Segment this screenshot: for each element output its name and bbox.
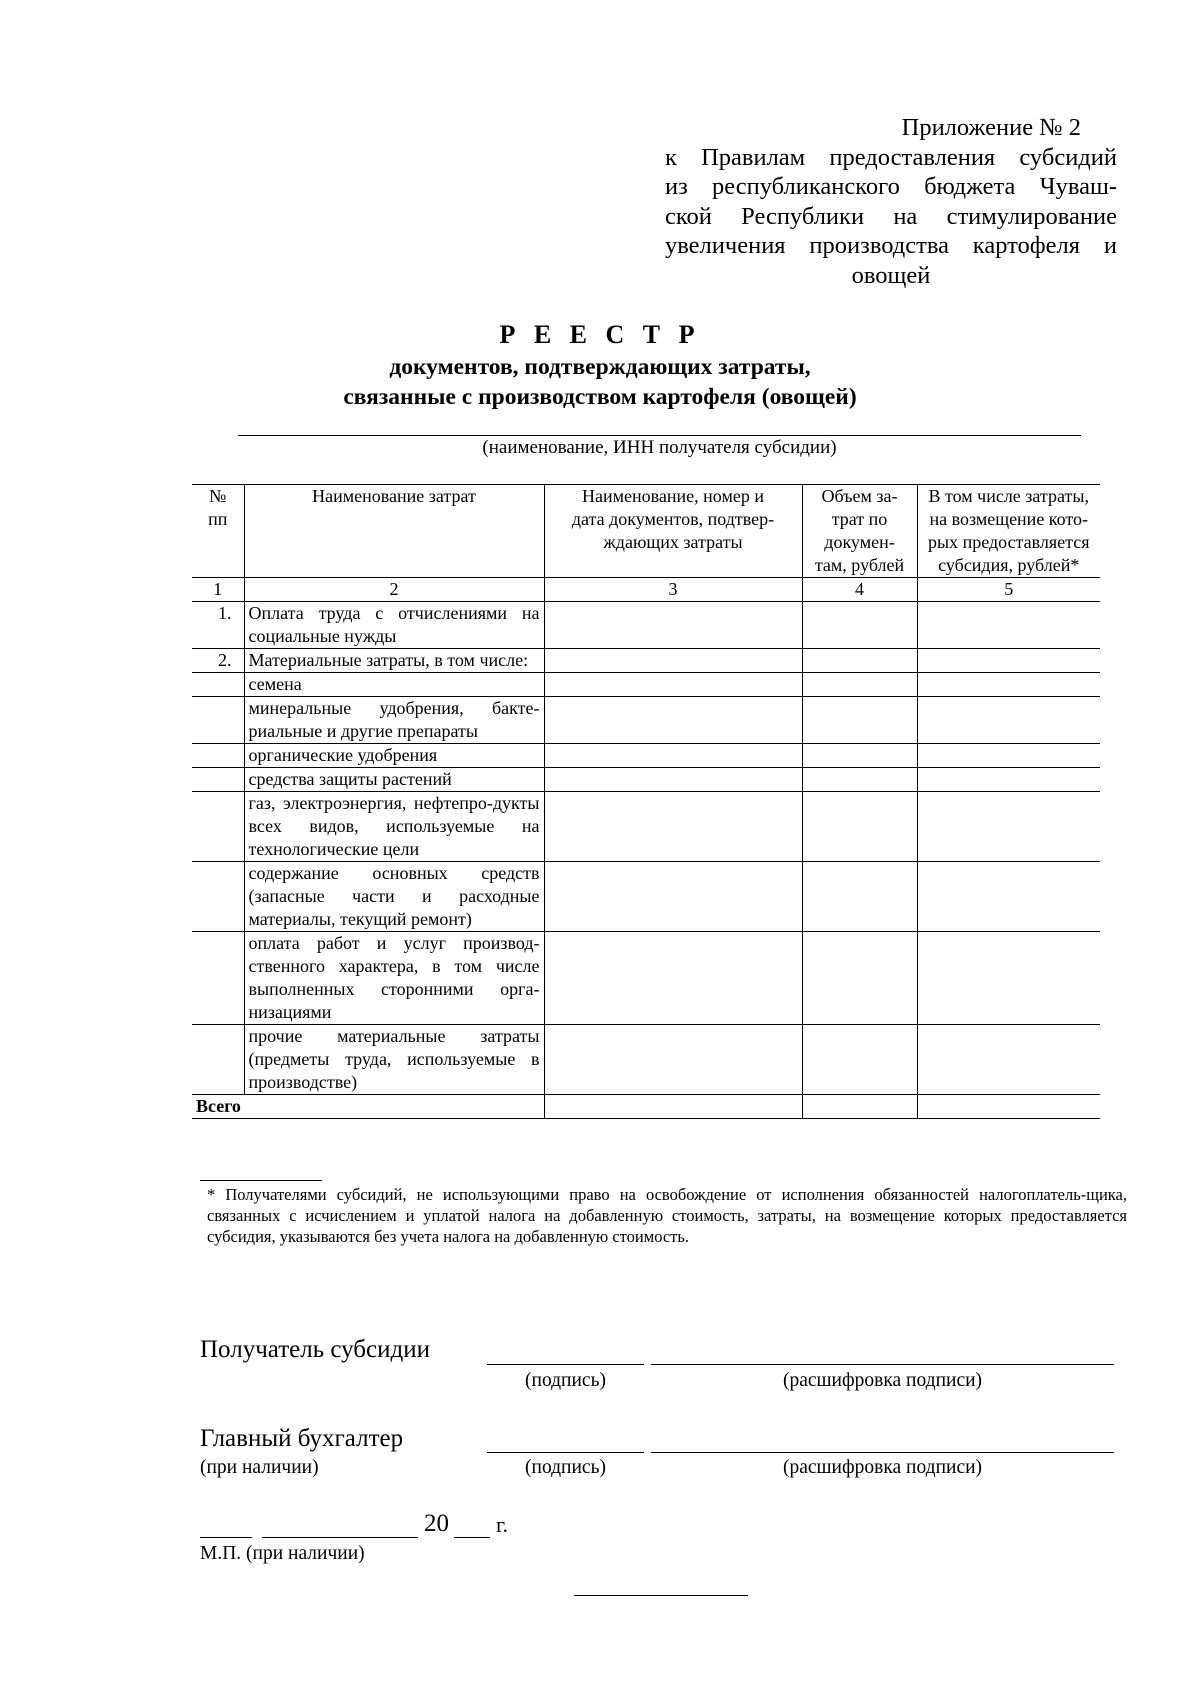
decoding-caption: (расшифровка подписи) <box>782 1370 983 1391</box>
cell-volume[interactable] <box>802 932 917 1025</box>
column-numbers-row <box>192 578 1100 602</box>
row-number: 1. <box>192 602 244 649</box>
appendix-line: из республиканского бюджета Чуваш- <box>665 173 1117 200</box>
appendix-line: овощей <box>851 261 931 289</box>
cell-volume[interactable] <box>802 768 917 792</box>
row-cost-name: содержание основных средств (запасные части и расходные материалы, текущий ремонт) <box>244 862 544 932</box>
cell-volume[interactable] <box>802 673 917 697</box>
bottom-rule <box>574 1595 748 1596</box>
row-cost-name: прочие материальные затраты (предметы труда, используемые в производстве) <box>244 1025 544 1095</box>
signature-caption: (подпись) <box>525 1457 606 1478</box>
date-day-line[interactable] <box>200 1537 252 1538</box>
header-text: докумен- <box>824 532 895 552</box>
table-row <box>192 697 1100 744</box>
header-text: трат по <box>831 509 888 529</box>
appendix-line: к Правилам предоставления субсидий <box>665 143 1117 171</box>
table-row <box>192 673 1100 697</box>
date-year-line[interactable] <box>454 1537 490 1538</box>
cell-subsidy[interactable] <box>917 673 1100 697</box>
recipient-signature-label: Получатель субсидии <box>200 1336 430 1363</box>
cell-documents[interactable] <box>544 744 802 768</box>
cell-documents[interactable] <box>544 1095 802 1119</box>
table-row <box>192 602 1100 649</box>
cell-volume[interactable] <box>802 792 917 862</box>
cell-documents[interactable] <box>544 932 802 1025</box>
header-text: субсидия, рублей* <box>938 555 1080 575</box>
column-number: 5 <box>917 578 1100 602</box>
title-subtitle: документов, подтверждающих затраты, <box>389 354 811 380</box>
appendix-line: увеличения производства картофеля и <box>665 232 1117 259</box>
header-cell-cost-name <box>244 485 544 578</box>
table-row <box>192 1025 1100 1095</box>
table-row <box>192 768 1100 792</box>
stamp-note: М.П. (при наличии) <box>200 1543 365 1564</box>
accountant-signature-line[interactable] <box>487 1452 644 1453</box>
row-cost-name: средства защиты растений <box>244 768 544 792</box>
row-cost-name: оплата работ и услуг производ-ственного характера, в том числе выполненных сторонними орга-низациями <box>244 932 544 1025</box>
cell-documents[interactable] <box>544 792 802 862</box>
table-row <box>192 649 1100 673</box>
header-cell-number <box>192 485 244 578</box>
row-number <box>192 862 244 932</box>
document-title <box>0 318 1200 412</box>
row-cost-name: Оплата труда с отчислениями на социальные нужды <box>244 602 544 649</box>
cell-volume[interactable] <box>802 1095 917 1119</box>
column-number: 1 <box>192 578 244 602</box>
title-main: Р Е Е С Т Р <box>499 320 701 349</box>
cell-subsidy[interactable] <box>917 649 1100 673</box>
row-number <box>192 697 244 744</box>
header-text: рых предоставляется <box>927 532 1090 552</box>
signature-caption: (подпись) <box>525 1370 606 1391</box>
date-month-line[interactable] <box>262 1537 418 1538</box>
cell-volume[interactable] <box>802 697 917 744</box>
cell-volume[interactable] <box>802 649 917 673</box>
table-row <box>192 862 1100 932</box>
date-suffix: г. <box>496 1512 509 1537</box>
appendix-line: ской Республики на стимулирование <box>665 202 1117 230</box>
header-cell-subsidy <box>917 485 1100 578</box>
cell-documents[interactable] <box>544 602 802 649</box>
header-text: ждающих затраты <box>603 532 743 552</box>
decoding-caption: (расшифровка подписи) <box>782 1457 983 1478</box>
accountant-decoding-line[interactable] <box>651 1452 1114 1453</box>
row-number: 2. <box>192 649 244 673</box>
row-number <box>192 792 244 862</box>
recipient-name-line[interactable] <box>238 435 1081 436</box>
cell-volume[interactable] <box>802 602 917 649</box>
header-text: дата документов, подтвер- <box>571 509 775 529</box>
header-text: на возмещение кото- <box>929 509 1089 529</box>
recipient-caption: (наименование, ИНН получателя субсидии) <box>482 437 837 458</box>
cell-volume[interactable] <box>802 1025 917 1095</box>
row-number <box>192 932 244 1025</box>
header-cell-documents <box>544 485 802 578</box>
header-cell-volume <box>802 485 917 578</box>
cell-subsidy[interactable] <box>917 744 1100 768</box>
cell-documents[interactable] <box>544 649 802 673</box>
cell-subsidy[interactable] <box>917 862 1100 932</box>
row-cost-name: семена <box>244 673 544 697</box>
row-cost-name: Материальные затраты, в том числе: <box>244 649 544 673</box>
header-text: Объем за- <box>821 486 898 506</box>
total-row <box>192 1095 1100 1119</box>
header-text: Наименование, номер и <box>582 486 764 506</box>
accountant-note: (при наличии) <box>200 1457 319 1478</box>
cell-subsidy[interactable] <box>917 1095 1100 1119</box>
registry-table <box>192 484 1100 1119</box>
column-number: 3 <box>544 578 802 602</box>
header-text: В том числе затраты, <box>928 486 1090 506</box>
table-row <box>192 744 1100 768</box>
row-cost-name: минеральные удобрения, бакте-риальные и другие препараты <box>244 697 544 744</box>
cell-subsidy[interactable] <box>917 792 1100 862</box>
column-number: 2 <box>244 578 544 602</box>
recipient-decoding-line[interactable] <box>651 1364 1114 1365</box>
column-number: 4 <box>802 578 917 602</box>
cell-subsidy[interactable] <box>917 1025 1100 1095</box>
total-label: Всего <box>192 1095 544 1119</box>
accountant-signature-label: Главный бухгалтер <box>200 1425 404 1452</box>
title-subtitle: связанные с производством картофеля (овощей) <box>343 384 857 410</box>
table-row <box>192 792 1100 862</box>
row-cost-name: органические удобрения <box>244 744 544 768</box>
cell-subsidy[interactable] <box>917 768 1100 792</box>
appendix-number: Приложение № 2 <box>901 114 1081 141</box>
cell-subsidy[interactable] <box>917 697 1100 744</box>
cell-documents[interactable] <box>544 768 802 792</box>
cell-documents[interactable] <box>544 673 802 697</box>
row-number <box>192 744 244 768</box>
cell-documents[interactable] <box>544 862 802 932</box>
cell-documents[interactable] <box>544 697 802 744</box>
recipient-signature-line[interactable] <box>487 1364 644 1365</box>
row-cost-name: газ, электроэнергия, нефтепро-дукты всех видов, используемые на технологические цели <box>244 792 544 862</box>
row-number <box>192 673 244 697</box>
header-text: Наименование затрат <box>312 486 476 506</box>
table-row <box>192 932 1100 1025</box>
row-number <box>192 768 244 792</box>
header-text: пп <box>208 509 228 529</box>
cell-subsidy[interactable] <box>917 602 1100 649</box>
row-number <box>192 1025 244 1095</box>
cell-subsidy[interactable] <box>917 932 1100 1025</box>
header-text: там, рублей <box>814 555 905 575</box>
date-year-prefix: 20 <box>424 1510 449 1537</box>
footnote-separator <box>200 1180 322 1181</box>
cell-volume[interactable] <box>802 744 917 768</box>
header-text: № <box>209 486 227 506</box>
footnote: * Получателями субсидий, не использующими право на освобождение от исполнения обязанностей налогоплатель-щика, связанных с исчислением и уплатой налога на добавленную стоимость, затраты, на возмещение которых предоставляется субсидия, указываются без учета налога на добавленную стоимость. <box>207 1185 1127 1246</box>
cell-volume[interactable] <box>802 862 917 932</box>
cell-documents[interactable] <box>544 1025 802 1095</box>
appendix-header <box>665 113 1117 290</box>
table-header-row <box>192 485 1100 578</box>
